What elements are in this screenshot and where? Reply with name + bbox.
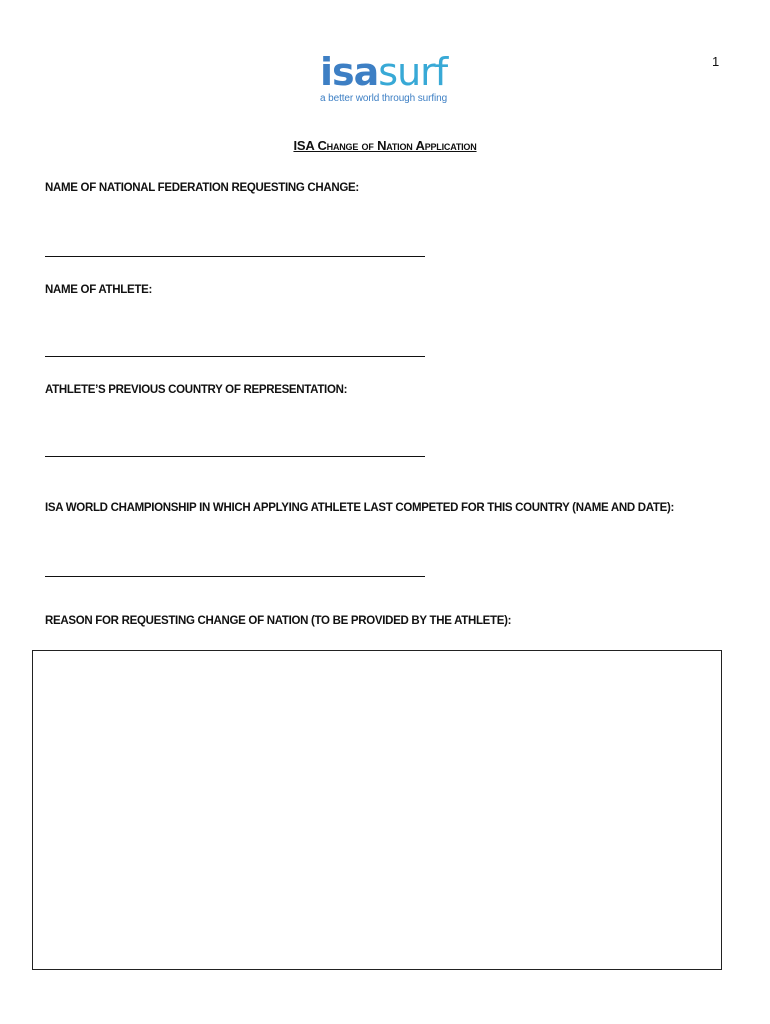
federation-name-field[interactable]: [45, 256, 425, 257]
reason-label: REASON FOR REQUESTING CHANGE OF NATION (TO BE PROVIDED BY THE ATHLETE):: [45, 615, 512, 627]
logo-tagline: a better world through surfing: [320, 93, 448, 104]
document-title: ISA Change of Nation Application: [293, 138, 477, 153]
last-championship-field[interactable]: [45, 576, 425, 577]
athlete-name-field[interactable]: [45, 356, 425, 357]
last-championship-label: ISA WORLD CHAMPIONSHIP IN WHICH APPLYING ATHLETE LAST COMPETED FOR THIS COUNTRY (NAME AND DATE):: [45, 502, 675, 514]
logo-word-surf: surf: [378, 50, 448, 94]
federation-name-label: NAME OF NATIONAL FEDERATION REQUESTING CHANGE:: [45, 182, 359, 194]
previous-country-field[interactable]: [45, 456, 425, 457]
logo-word-isa: isa: [320, 50, 379, 94]
page-number: 1: [712, 54, 720, 69]
logo-wordmark: [320, 52, 460, 92]
athlete-name-label: NAME OF ATHLETE:: [45, 284, 152, 296]
previous-country-label: ATHLETE’S PREVIOUS COUNTRY OF REPRESENTATION:: [45, 384, 348, 396]
reason-textarea[interactable]: [32, 650, 722, 970]
isa-surf-logo: [320, 52, 460, 112]
